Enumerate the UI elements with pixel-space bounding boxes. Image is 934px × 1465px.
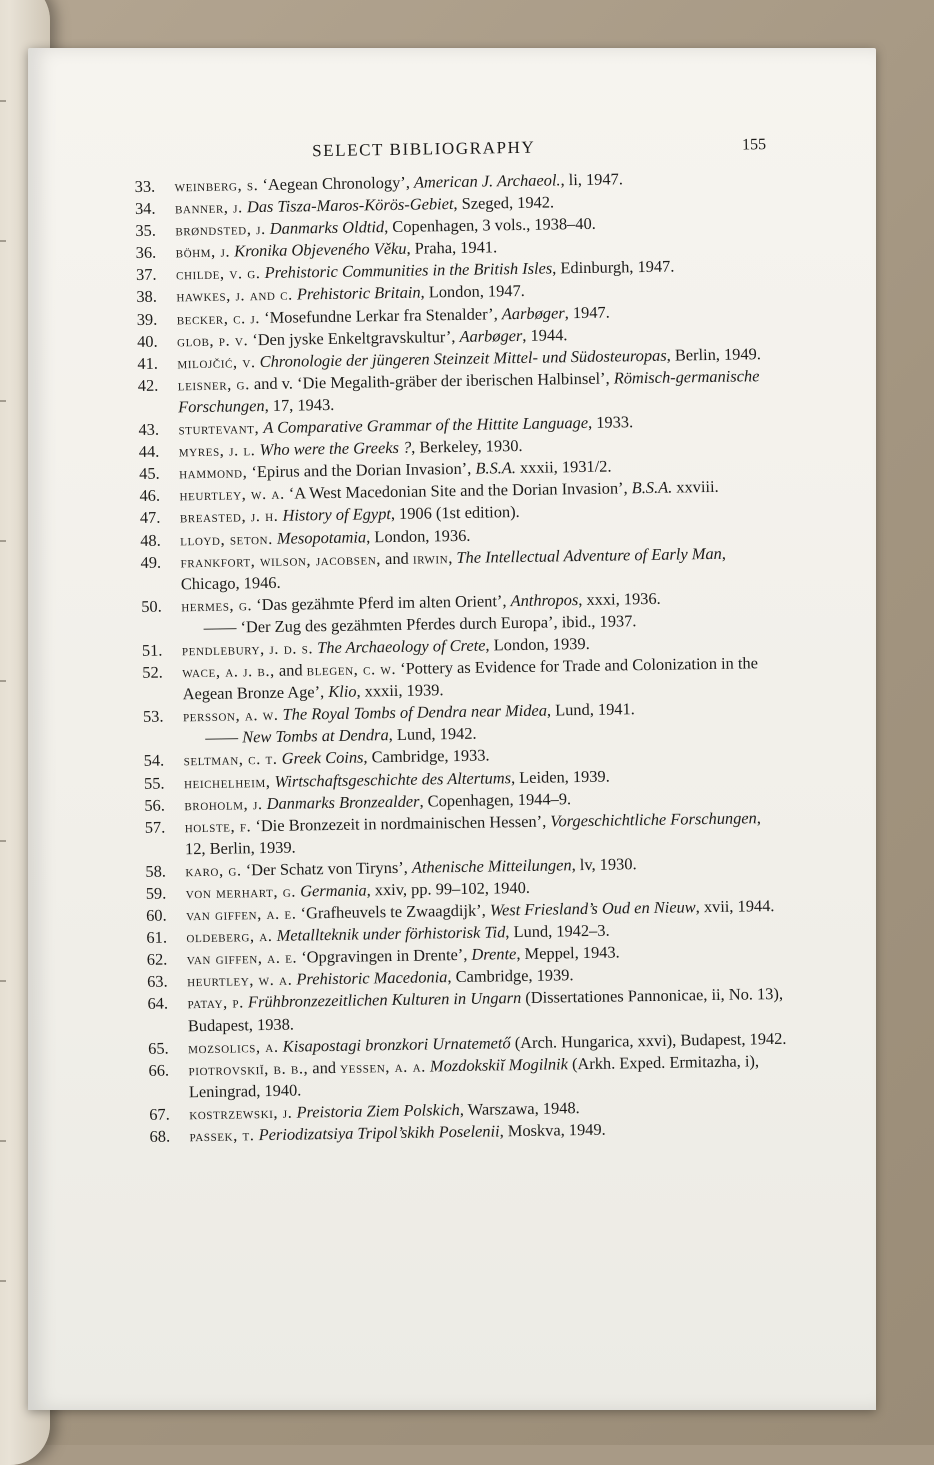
entry-text	[176, 238, 498, 262]
entry-number: 59.	[145, 883, 167, 903]
entry-detail: , li, 1947.	[560, 169, 624, 190]
entry-title: Prehistoric Communities in the British Isles	[264, 258, 553, 283]
entry-author: passek, t.	[189, 1125, 255, 1146]
entry-title: Periodizatsiya Tripol’skikh Poselenii	[258, 1121, 500, 1145]
entry-author: hammond,	[179, 462, 248, 483]
entry-detail: (Dissertationes Pannonicae, ii, No. 13), Budapest, 1938.	[187, 984, 784, 1035]
entry-number: 34.	[134, 198, 156, 219]
bleed-mark	[0, 540, 6, 542]
entry-author: hawkes, j. and c.	[176, 284, 293, 306]
entry-detail: , xvii, 1944.	[695, 896, 775, 917]
entry-number: 51.	[141, 640, 163, 660]
entry-author: pendlebury, j. d. s.	[181, 638, 314, 660]
entry-number: 42.	[137, 375, 159, 395]
entry-detail: , Lund, 1941.	[546, 699, 635, 720]
entry-title: New Tombs at Dendra	[242, 725, 389, 747]
entry-detail: , London, 1947.	[420, 281, 525, 302]
entry-title: Metallteknik under förhistorisk Tid	[276, 922, 506, 946]
entry-number: 41.	[137, 353, 159, 373]
entry-detail: , Warszawa, 1948.	[459, 1098, 580, 1119]
entry-detail: , Edinburgh, 1947.	[552, 256, 675, 278]
entry-detail: , London, 1936.	[365, 525, 471, 546]
entry-author: breasted, j. h.	[179, 506, 279, 527]
entry-title: West Friesland’s Oud en Nieuw	[489, 897, 696, 920]
entry-number: 38.	[136, 287, 158, 307]
entry-author: hermes, g.	[181, 594, 253, 616]
entry-title: Wirtschaftsgeschichte des Altertums	[274, 767, 512, 791]
entry-author: patay, p.	[187, 992, 245, 1013]
entry-detail: , lv, 1930.	[571, 854, 637, 875]
entry-number: 64.	[147, 994, 169, 1014]
entry-subitem: —— ‘Der Zug des gezähmten Pferdes durch Europa’, ibid., 1937.	[203, 611, 637, 637]
page-number: 155	[741, 136, 767, 154]
entry-detail: ‘Aegean Chronology’,	[258, 172, 415, 195]
entry-title: A Comparative Grammar of the Hittite Language	[263, 412, 589, 438]
entry-title: Greek Coins	[281, 747, 364, 769]
bleed-mark	[0, 680, 6, 682]
entry-author: frankfort, wilson, jacobsen,	[180, 548, 382, 571]
entry-title: Klio	[328, 681, 357, 702]
entry-author: brøndsted, j.	[175, 219, 266, 240]
entry-title: Drente	[471, 944, 517, 965]
entry-detail: ‘Der Schatz von Tiryns’,	[241, 857, 413, 880]
bleed-mark	[0, 100, 6, 102]
entry-author: milojčić, v.	[177, 351, 256, 373]
entry-text	[184, 746, 490, 770]
entry-number: 43.	[138, 419, 160, 439]
entry-coauthor: yessen, a. a.	[339, 1056, 427, 1077]
entry-number: 54.	[143, 751, 165, 771]
entry-number: 65.	[148, 1038, 169, 1058]
entry-title: Germania	[300, 880, 367, 901]
entry-detail: xxviii.	[672, 477, 719, 497]
entry-text	[180, 502, 520, 526]
entry-detail: ‘Pottery as Evidence for Trade and Colonization in the Aegean Bronze Age’,	[182, 653, 759, 704]
entry-detail: , Meppel, 1943.	[516, 942, 620, 964]
entry-author: myres, j. l.	[178, 440, 256, 461]
entry-number: 63.	[147, 971, 168, 992]
entry-number: 66.	[148, 1060, 170, 1080]
entry-coauthor: irwin	[412, 547, 449, 568]
entry-title: Aarbøger	[459, 325, 523, 346]
page-content	[134, 134, 790, 1148]
running-title: SELECT BIBLIOGRAPHY	[311, 137, 536, 161]
entry-title: Vorgeschichtliche Forschungen	[550, 808, 757, 831]
entry-text	[180, 543, 726, 593]
bleed-mark	[0, 840, 6, 842]
entry-detail: , Berkeley, 1930.	[411, 436, 523, 457]
entry-detail: , Cambridge, 1939.	[447, 965, 574, 987]
entry-detail: and	[380, 548, 413, 568]
entry-title: Kronika Objeveného Věku	[234, 239, 407, 261]
entry-title: American J. Archaeol.	[413, 170, 561, 192]
entry-title: Das Tisza-Maros-Körös-Gebiet	[246, 194, 454, 217]
entry-number: 45.	[139, 463, 160, 484]
entry-number: 50.	[141, 596, 162, 616]
entry-title: Athenische Mitteilungen	[411, 855, 572, 877]
entry-author: van giffen, a. e.	[186, 947, 298, 969]
entry-detail: , 1906 (1st edition).	[390, 502, 520, 524]
entry-author: heurtley, w. a.	[187, 969, 293, 991]
entry-number: 49.	[140, 552, 162, 572]
entry-detail: , 17, 1943.	[264, 394, 335, 415]
entry-number: 46.	[139, 485, 161, 506]
entry-number: 68.	[149, 1126, 171, 1146]
entry-title: The Royal Tombs of Dendra near Midea	[282, 700, 548, 724]
entry-author: wace, a. j. b.,	[182, 660, 275, 682]
entry-detail: , Lund, 1942–3.	[505, 920, 610, 942]
entry-author: seltman, c. t.	[183, 749, 278, 770]
entry-detail: , Chicago, 1946.	[180, 543, 727, 594]
entry-author: mozsolics, a.	[188, 1036, 279, 1057]
entry-author: böhm, j.	[175, 241, 231, 262]
entry-author: van giffen, a. e.	[185, 903, 297, 925]
entry-detail: ‘A West Macedonian Site and the Dorian Invasion’,	[284, 478, 632, 503]
entry-author: kostrzewski, j.	[189, 1102, 293, 1124]
entry-author: sturtevant,	[178, 418, 260, 439]
entry-author: heichelheim,	[183, 771, 271, 792]
entry-number: 40.	[136, 331, 158, 351]
entry-detail: , 1933.	[587, 412, 634, 432]
entry-number: 58.	[145, 861, 167, 881]
entry-author: oldeberg, a.	[186, 926, 273, 947]
entry-title: Aarbøger	[501, 302, 565, 323]
entry-text	[176, 281, 525, 305]
entry-detail: , Cambridge, 1933.	[363, 745, 490, 767]
page-header	[134, 134, 774, 170]
entry-number: 57.	[144, 817, 166, 837]
entry-detail: ‘Epirus and the Dorian Invasion’,	[247, 458, 476, 482]
entry-title: Mesopotamia	[276, 526, 367, 548]
entry-author: broholm, j.	[184, 793, 263, 814]
entry-detail: ‘Die Bronzezeit in nordmainischen Hessen’,	[251, 811, 551, 835]
entry-detail: , 1947.	[564, 302, 610, 322]
bleed-mark	[0, 400, 6, 402]
entry-author: persson, a. w.	[182, 705, 279, 726]
entry-number: 67.	[149, 1104, 170, 1124]
entry-detail: ——	[205, 727, 243, 748]
entry-detail: (Arkh. Exped. Ermitazha, i), Leningrad, 1940.	[188, 1051, 760, 1102]
entry-number: 33.	[134, 176, 156, 196]
entry-detail: , xxiv, pp. 99–102, 1940.	[366, 877, 531, 900]
bleed-mark	[0, 980, 6, 982]
entry-title: Who were the Greeks ?	[259, 437, 412, 460]
entry-author: lloyd, seton.	[180, 528, 273, 549]
bleed-mark	[0, 1140, 6, 1142]
entry-title: The Intellectual Adventure of Early Man	[456, 543, 722, 567]
entry-title: Römisch-germanische Forschungen	[177, 366, 760, 417]
entry-detail: , London, 1939.	[485, 633, 590, 655]
entry-author: glob, p. v.	[176, 329, 249, 351]
entry-text	[185, 808, 761, 858]
entry-number: 55.	[143, 773, 165, 793]
entry-title: Frühbronzezeitlichen Kulturen in Ungarn	[247, 988, 522, 1012]
entry-text	[178, 366, 760, 416]
entry-number: 52.	[142, 662, 163, 682]
entry-detail: ‘Das gezähmte Pferd im alten Orient’,	[251, 590, 511, 614]
entry-detail: xxxii, 1931/2.	[515, 456, 612, 478]
entry-title: Chronologie der jüngeren Steinzeit Mittel- und Südosteuropas	[259, 345, 667, 371]
entry-author: heurtley, w. a.	[179, 483, 285, 505]
entry-title: Prehistoric Britain	[296, 282, 421, 304]
entry-detail: and	[274, 660, 307, 680]
entry-detail: , Copenhagen, 1944–9.	[419, 788, 572, 811]
entry-title: Preistoria Ziem Polskich	[296, 1099, 460, 1122]
entry-text	[180, 525, 470, 549]
entry-author: piotrovskiĭ, b. b.,	[188, 1058, 309, 1080]
entry-detail: (Arch. Hungarica, xxvi), Budapest, 1942.	[510, 1028, 787, 1052]
entry-author: banner, j.	[174, 197, 243, 218]
entry-coauthor: blegen, c. w.	[306, 659, 397, 680]
entry-title: History of Egypt	[282, 504, 392, 526]
entry-detail: ‘Mosefundne Lerkar fra Stenalder’,	[259, 303, 502, 327]
entry-title: Danmarks Bronzealder	[266, 791, 420, 813]
entry-detail: , Leiden, 1939.	[510, 766, 610, 787]
entry-title: Danmarks Oldtid	[269, 217, 385, 239]
entry-detail: ,	[448, 547, 457, 567]
entry-number: 62.	[146, 949, 168, 970]
bleed-mark	[0, 240, 6, 242]
entry-detail: , 12, Berlin, 1939.	[184, 807, 762, 859]
entry-detail: , xxxi, 1936.	[578, 588, 661, 609]
entry-detail: ‘Grafheuvels te Zwaagdijk’,	[296, 900, 491, 923]
entry-title: The Archaeology of Crete	[317, 635, 486, 658]
entry-number: 53.	[142, 706, 164, 727]
entry-text	[186, 878, 530, 902]
entry-author: becker, c. j.	[176, 307, 261, 328]
entry-number: 56.	[144, 795, 166, 815]
entry-text	[189, 1120, 605, 1146]
entry-author: leisner, g.	[177, 374, 250, 395]
entry-detail: , xxxii, 1939.	[356, 680, 444, 701]
entry-detail: , Moskva, 1949.	[499, 1119, 606, 1141]
entry-number: 47.	[139, 508, 161, 528]
book-page	[28, 48, 876, 1410]
entry-title: Mozdokskiĭ Mogilnik	[429, 1054, 569, 1076]
entry-detail: , Szeged, 1942.	[453, 192, 555, 214]
entry-title: Prehistoric Macedonia	[296, 967, 448, 989]
entry-detail: , 1944.	[522, 324, 568, 345]
entry-title: Kisapostagi bronzkori Urnatemető	[282, 1032, 511, 1056]
entry-number: 44.	[138, 441, 160, 462]
entry-number: 60.	[145, 905, 167, 925]
entry-title: B.S.A.	[475, 458, 517, 478]
entry-title: B.S.A.	[631, 477, 673, 498]
entry-author: von merhart, g.	[185, 881, 297, 903]
entry-text	[188, 1051, 759, 1101]
entry-number: 61.	[146, 927, 168, 948]
entry-title: Anthropos	[510, 589, 579, 610]
entry-author: holste, f.	[184, 815, 252, 837]
entry-author: karo, g.	[185, 860, 242, 881]
bleed-mark	[0, 1280, 6, 1282]
entry-number: 48.	[140, 530, 161, 550]
entry-number: 35.	[135, 220, 157, 241]
entry-text	[179, 436, 523, 460]
entry-detail: ‘Opgravingen in Drente’,	[297, 945, 472, 967]
bibliography-list	[135, 166, 790, 1148]
entry-text	[182, 653, 758, 703]
entry-author: childe, v. g.	[175, 263, 261, 284]
entry-detail: , Copenhagen, 3 vols., 1938–40.	[383, 213, 596, 237]
entry-detail: , Berlin, 1949.	[666, 343, 762, 365]
entry-number: 37.	[135, 265, 157, 285]
entry-number: 39.	[136, 309, 158, 329]
entry-detail: , Praha, 1941.	[406, 237, 498, 259]
entry-author: weinberg, s.	[174, 175, 259, 196]
entry-detail: and	[308, 1057, 341, 1078]
entry-number: 36.	[135, 242, 157, 263]
entry-detail: , Lund, 1942.	[388, 724, 477, 745]
entry-text	[187, 984, 783, 1034]
entry-detail: and v. ‘Die Megalith-gräber der iberischen Halbinsel’,	[249, 368, 614, 394]
entry-detail: ‘Den jyske Enkeltgravskultur’,	[248, 326, 460, 349]
